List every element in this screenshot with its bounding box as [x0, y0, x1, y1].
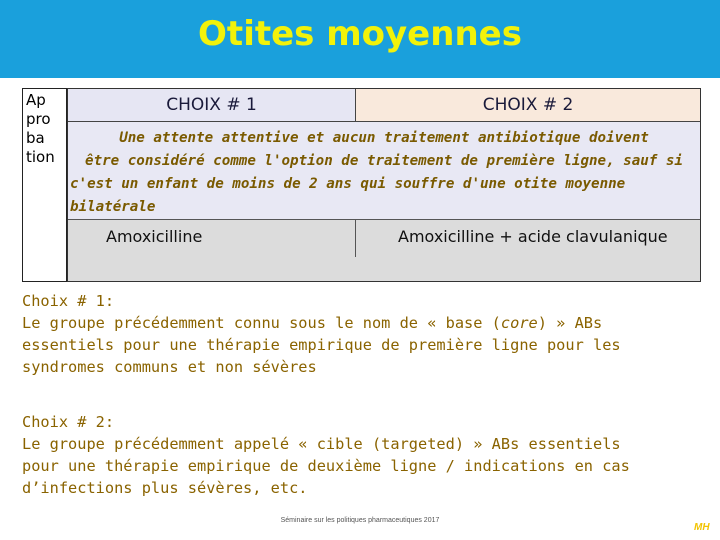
choix2-line: pour une thérapie empirique de deuxième ligne / indications en cas — [22, 457, 630, 475]
choix1-heading: Choix # 1: — [22, 292, 115, 310]
choix1-line1-italic: core — [500, 314, 538, 332]
choix2-paragraph — [22, 411, 702, 499]
choix1-line: essentiels pour une thérapie empirique de première ligne pour les — [22, 336, 621, 354]
choix1-value: Amoxicilline — [68, 220, 356, 257]
side-label-line: Ap — [26, 91, 46, 109]
choix2-heading: Choix # 2: — [22, 413, 115, 431]
header-bar — [0, 0, 720, 78]
slide-title: Otites moyennes — [198, 14, 522, 54]
choix1-paragraph — [22, 290, 702, 378]
choix2-header: CHOIX # 2 — [356, 89, 700, 122]
choix1-line — [22, 312, 702, 334]
choix2-value: Amoxicilline + acide clavulanique — [356, 220, 700, 257]
logo: MH — [694, 522, 710, 533]
side-label — [22, 88, 67, 282]
note-line: c'est un enfant de moins de 2 ans qui souffre d'une otite moyenne — [70, 176, 626, 192]
choice-table — [67, 88, 701, 282]
side-label-line: ba — [26, 129, 45, 147]
side-label-line: pro — [26, 110, 51, 128]
table-note — [68, 127, 700, 219]
table-note-cell — [68, 122, 700, 220]
note-line: bilatérale — [70, 199, 156, 215]
choix2-line: Le groupe précédemment appelé « cible (targeted) » ABs essentiels — [22, 435, 621, 453]
note-line: Une attente attentive et aucun traitement antibiotique doivent — [119, 130, 649, 146]
footer-text: Séminaire sur les politiques pharmaceutiques 2017 — [280, 517, 440, 524]
note-line: être considéré comme l'option de traitement de première ligne, sauf si — [85, 153, 683, 169]
choix2-line: d’infections plus sévères, etc. — [22, 479, 308, 497]
side-label-line: tion — [26, 148, 55, 166]
choix1-line: syndromes communs et non sévères — [22, 358, 317, 376]
choix1-line1-before: Le groupe précédemment connu sous le nom de « base ( — [22, 314, 501, 332]
choix1-header: CHOIX # 1 — [68, 89, 356, 122]
choix1-line1-after: ) » ABs — [537, 314, 603, 332]
